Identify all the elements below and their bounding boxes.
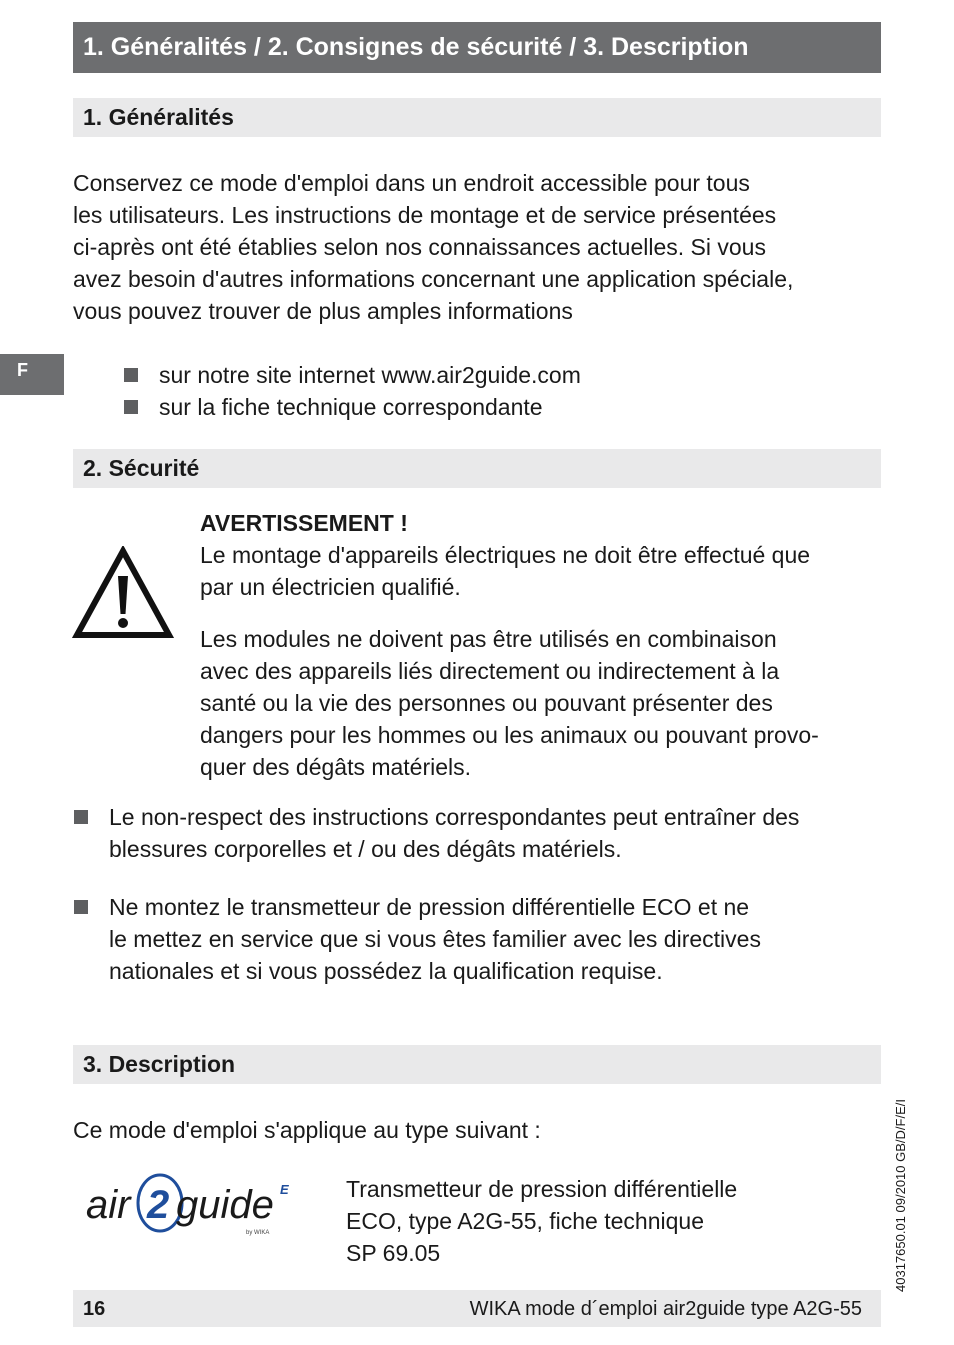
section-title-securite: 2. Sécurité: [73, 449, 881, 488]
page-number: 16: [83, 1298, 106, 1320]
warning-line: dangers pour les hommes ou les animaux ou pouvant provo-: [200, 722, 819, 748]
logo-text-2: 2: [147, 1183, 170, 1227]
bullet-line: nationales et si vous possédez la qualification requise.: [109, 958, 663, 984]
section-title-generalites: 1. Généralités: [73, 98, 881, 137]
language-tab: F: [0, 354, 64, 395]
bullet-square-icon: [124, 368, 138, 382]
logo-text-guide: guide: [176, 1183, 274, 1227]
footer-text: WIKA mode d´emploi air2guide type A2G-55: [469, 1298, 862, 1320]
paragraph-line: avez besoin d'autres informations concernant une application spéciale,: [73, 266, 794, 292]
page-header-title: 1. Généralités / 2. Consignes de sécurité / 3. Description: [73, 22, 881, 73]
warning-line: quer des dégâts matériels.: [200, 754, 472, 780]
logo-text-by: by WIKA: [246, 1230, 270, 1236]
product-line: SP 69.05: [346, 1240, 441, 1266]
bullet-item: sur la fiche technique correspondante: [159, 394, 543, 420]
bullet-line: le mettez en service que si vous êtes familier avec les directives: [109, 926, 761, 952]
bullet-line: blessures corporelles et / ou des dégâts matériels.: [109, 836, 622, 862]
description-intro: Ce mode d'emploi s'applique au type suivant :: [73, 1117, 541, 1143]
paragraph-line: les utilisateurs. Les instructions de montage et de service présentées: [73, 202, 777, 228]
bullet-line: Ne montez le transmetteur de pression différentielle ECO et ne: [109, 894, 750, 920]
product-line: Transmetteur de pression différentielle: [346, 1176, 738, 1202]
air2guide-logo: [86, 1168, 296, 1242]
paragraph-line: Conservez ce mode d'emploi dans un endroit accessible pour tous: [73, 170, 750, 196]
safety-bullet: [109, 891, 889, 987]
bullet-square-icon: [124, 400, 138, 414]
warning-block: [200, 507, 890, 783]
bullet-square-icon: [74, 810, 88, 824]
product-description: [346, 1173, 866, 1269]
warning-line: Les modules ne doivent pas être utilisés en combinaison: [200, 626, 777, 652]
paragraph-line: ci-après ont été établies selon nos connaissances actuelles. Si vous: [73, 234, 766, 260]
document-code: 40317650.01 09/2010 GB/D/F/E/I: [893, 1099, 908, 1292]
warning-triangle-icon: [72, 546, 174, 640]
warning-line: par un électricien qualifié.: [200, 574, 461, 600]
warning-line: santé ou la vie des personnes ou pouvant présenter des: [200, 690, 773, 716]
warning-line: avec des appareils liés directement ou indirectement à la: [200, 658, 780, 684]
bullet-square-icon: [74, 900, 88, 914]
section-title-description: 3. Description: [73, 1045, 881, 1084]
warning-line: Le montage d'appareils électriques ne doit être effectué que: [200, 542, 811, 568]
product-line: ECO, type A2G-55, fiche technique: [346, 1208, 704, 1234]
paragraph-line: vous pouvez trouver de plus amples informations: [73, 298, 573, 324]
logo-text-air: air: [86, 1183, 131, 1227]
generalites-paragraph: [73, 167, 883, 327]
bullet-item: sur notre site internet www.air2guide.com: [159, 362, 581, 388]
bullet-line: Le non-respect des instructions correspondantes peut entraîner des: [109, 804, 800, 830]
warning-title: AVERTISSEMENT !: [200, 510, 408, 536]
logo-text-sup: E: [280, 1182, 289, 1197]
safety-bullet: [109, 801, 889, 865]
